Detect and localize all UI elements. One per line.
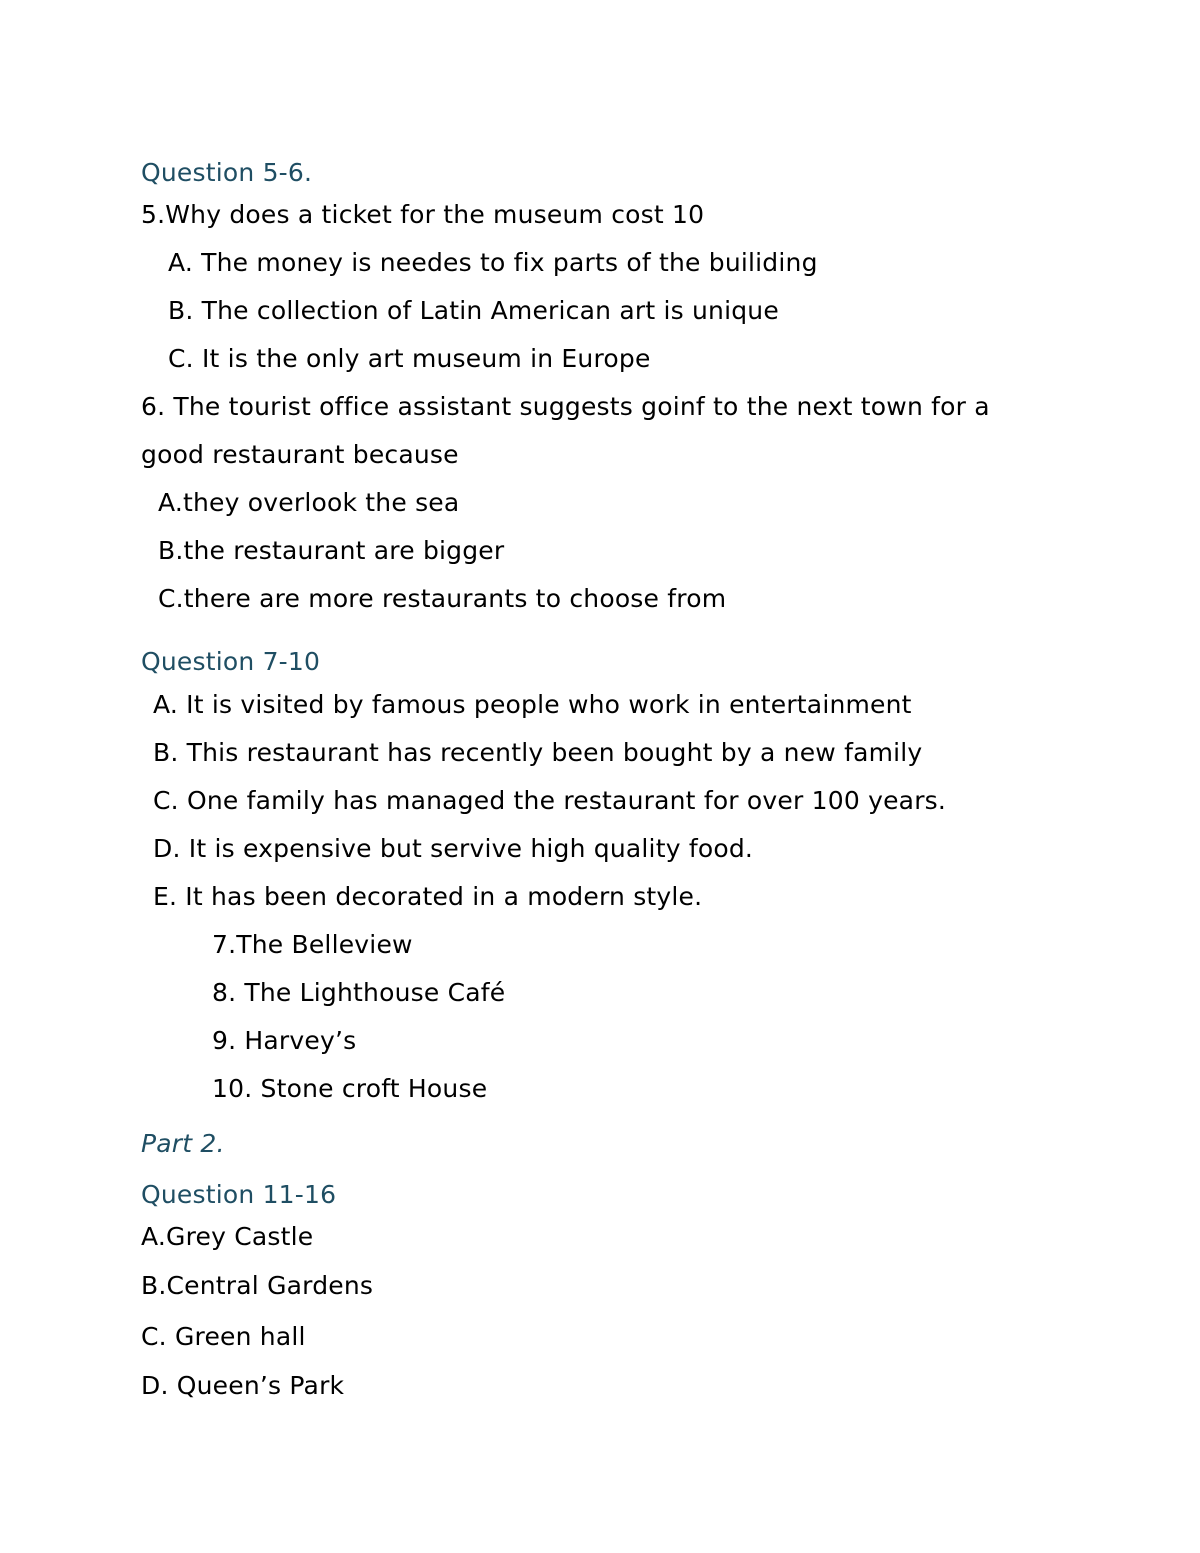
question-5-option-b: B. The collection of Latin American art is unique — [168, 296, 779, 325]
section-heading-q7-10: Question 7-10 — [141, 647, 321, 676]
q7-10-option-b: B. This restaurant has recently been bought by a new family — [153, 738, 923, 767]
q11-16-option-c: C. Green hall — [141, 1322, 306, 1351]
section-heading-q5-6: Question 5-6. — [141, 158, 313, 187]
question-6-option-c: C.there are more restaurants to choose from — [158, 584, 727, 613]
q11-16-option-d: D. Queen’s Park — [141, 1371, 345, 1400]
section-heading-q11-16: Question 11-16 — [141, 1180, 337, 1209]
q7-10-option-a: A. It is visited by famous people who work in entertainment — [153, 690, 912, 719]
q7-10-option-c: C. One family has managed the restaurant for over 100 years. — [153, 786, 947, 815]
part-2-heading: Part 2. — [141, 1129, 225, 1158]
q7-10-item-9: 9. Harvey’s — [212, 1026, 357, 1055]
q7-10-item-8: 8. The Lighthouse Café — [212, 978, 506, 1007]
q7-10-item-7: 7.The Belleview — [212, 930, 413, 959]
q11-16-option-a: A.Grey Castle — [141, 1222, 314, 1251]
question-5-option-c: C. It is the only art museum in Europe — [168, 344, 651, 373]
question-6-option-a: A.they overlook the sea — [158, 488, 460, 517]
question-5-text: 5.Why does a ticket for the museum cost 10 — [141, 200, 705, 229]
q7-10-item-10: 10. Stone croft House — [212, 1074, 488, 1103]
q11-16-option-b: B.Central Gardens — [141, 1271, 374, 1300]
question-6-text-line2: good restaurant because — [141, 440, 459, 469]
question-5-option-a: A. The money is needes to fix parts of the builiding — [168, 248, 818, 277]
question-6-option-b: B.the restaurant are bigger — [158, 536, 505, 565]
q7-10-option-d: D. It is expensive but servive high quality food. — [153, 834, 754, 863]
q7-10-option-e: E. It has been decorated in a modern style. — [153, 882, 703, 911]
question-6-text-line1: 6. The tourist office assistant suggests goinf to the next town for a — [141, 392, 990, 421]
